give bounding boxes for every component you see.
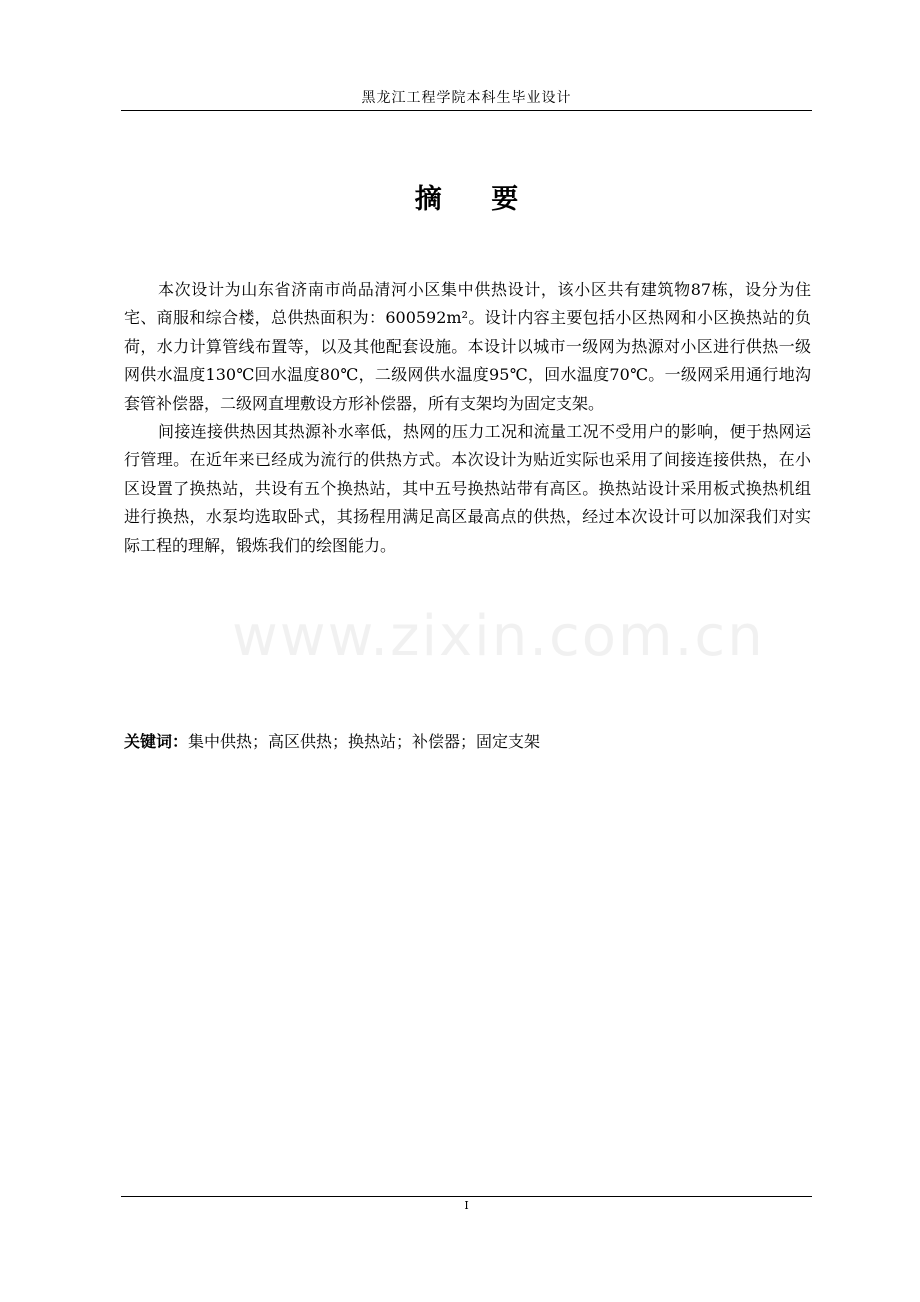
footer-divider bbox=[121, 1196, 812, 1197]
page-title: 摘 要 bbox=[414, 184, 539, 215]
abstract-paragraph-1: 本次设计为山东省济南市尚品清河小区集中供热设计，该小区共有建筑物87栋，设分为住宅、商服和综合楼，总供热面积为：600592m²。设计内容主要包括小区热网和小区换热站的负荷，水力计算管线布置等，以及其他配套设施。本设计以城市一级网为热源对小区进行供热一级网供水温度130℃回水温度80℃，二级网供水温度95℃，回水温度70℃。一级网采用通行地沟套管补偿器，二级网直埋敷设方形补偿器，所有支架均为固定支架。 bbox=[124, 280, 811, 413]
page-header: 黑龙江工程学院本科生毕业设计 bbox=[361, 90, 572, 106]
keywords-line bbox=[124, 728, 811, 756]
abstract-body bbox=[124, 276, 811, 560]
page-number: I bbox=[464, 1199, 469, 1212]
keywords-value: 集中供热；高区供热；换热站；补偿器；固定支架 bbox=[188, 732, 541, 751]
header-divider bbox=[121, 110, 812, 111]
abstract-paragraph-2: 间接连接供热因其热源补水率低，热网的压力工况和流量工况不受用户的影响，便于热网运行管理。在近年来已经成为流行的供热方式。本次设计为贴近实际也采用了间接连接供热，在小区设置了换热站，共设有五个换热站，其中五号换热站带有高区。换热站设计采用板式换热机组进行换热，水泵均选取卧式，其扬程用满足高区最高点的供热，经过本次设计可以加深我们对实际工程的理解，锻炼我们的绘图能力。 bbox=[124, 422, 811, 555]
keywords-label: 关键词： bbox=[124, 732, 189, 751]
watermark-text: www.zixin.com.cn bbox=[232, 604, 765, 669]
